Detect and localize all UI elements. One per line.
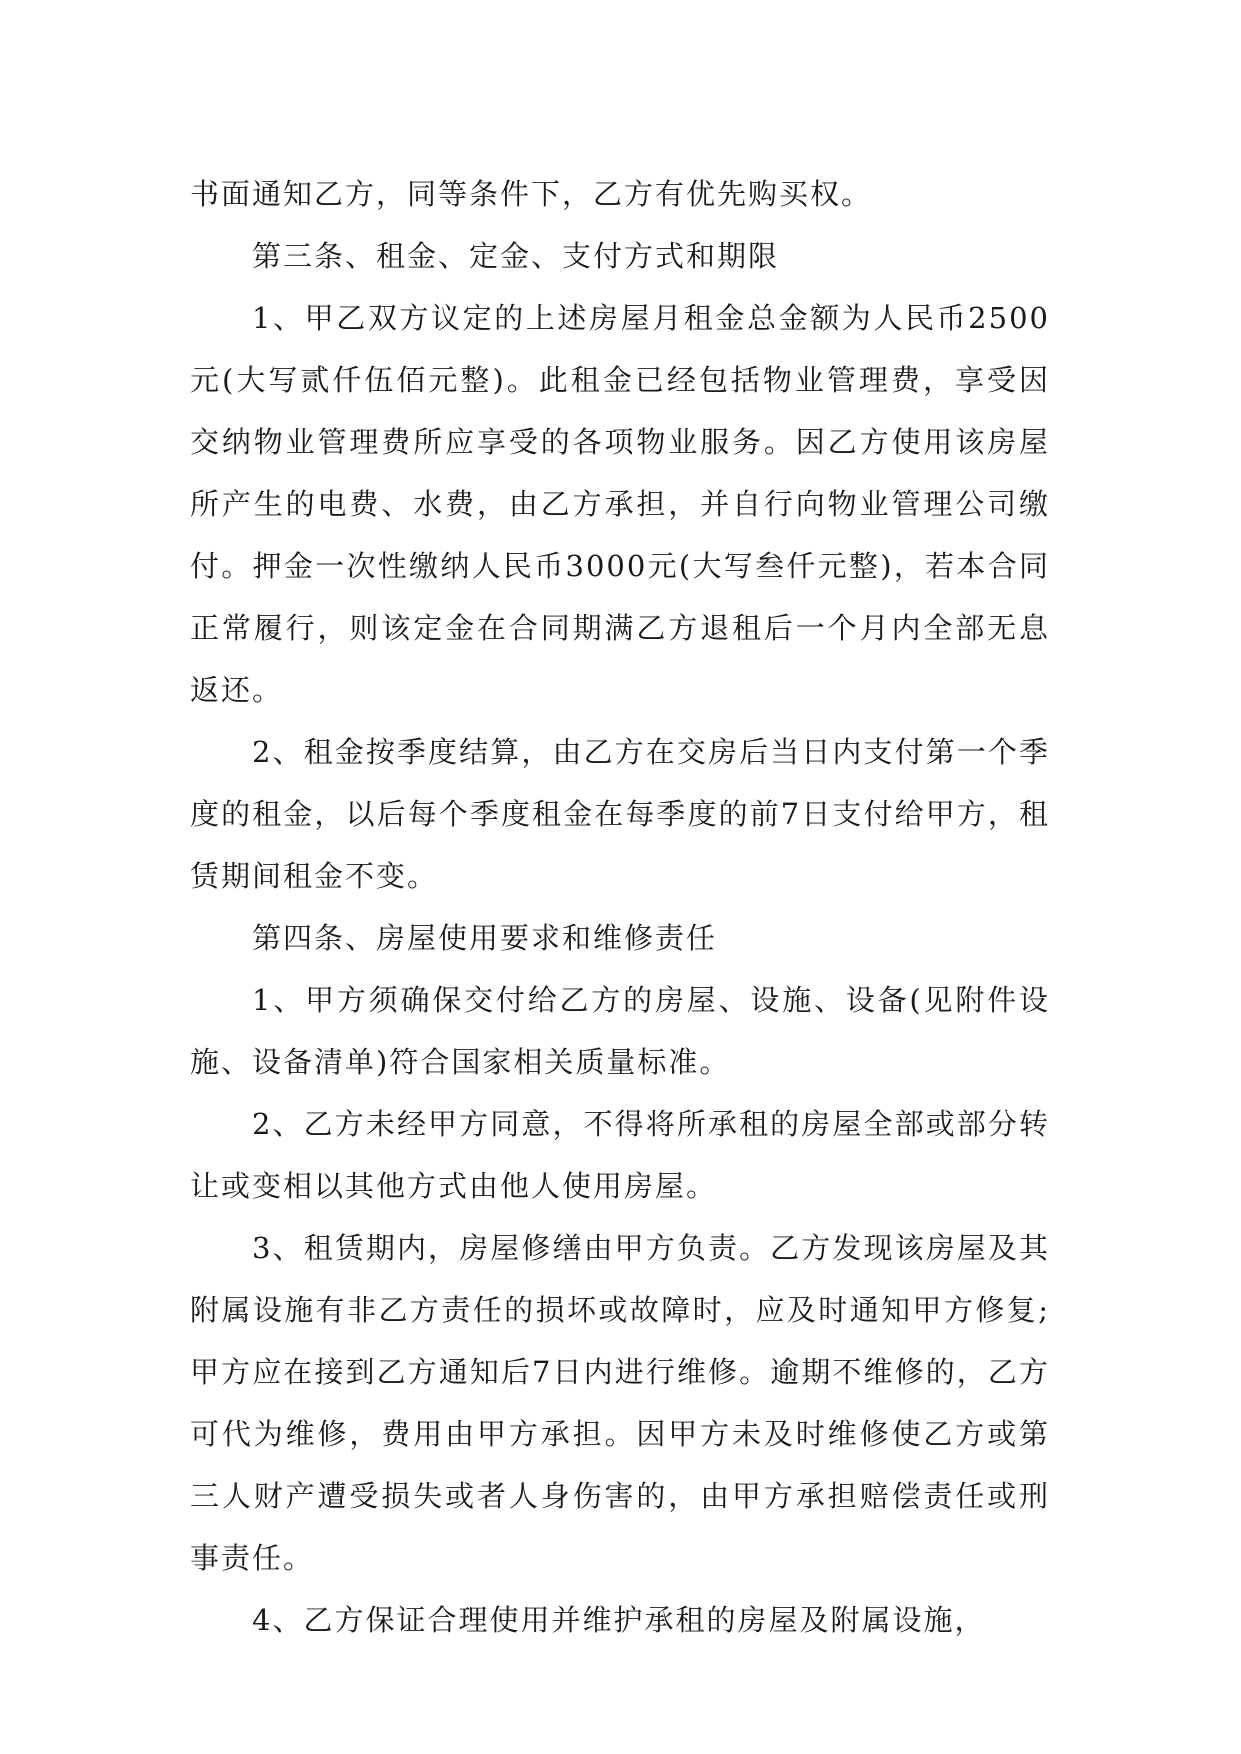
article-4-clause-4: 4、乙方保证合理使用并维护承租的房屋及附属设施， [252, 1603, 986, 1637]
article-3-clause-1: 1、甲乙双方议定的上述房屋月租金总金额为人民币2500元(大写贰仟伍佰元整)。此租金已经包括物业管理费，享受因交纳物业管理费所应享受的各项物业服务。因乙方使用该房屋所产生的电费、水费，由乙方承担，并自行向物业管理公司缴付。押金一次性缴纳人民币3000元(大写叁仟元整)，若本合同正常履行，则该定金在合同期满乙方退租后一个月内全部无息返还。 [190, 301, 1050, 707]
article-4-clause-1: 1、甲方须确保交付给乙方的房屋、设施、设备(见附件设施、设备清单)符合国家相关质量标准。 [190, 983, 1050, 1079]
paragraph-continuation: 书面通知乙方，同等条件下，乙方有优先购买权。 [190, 177, 873, 211]
document-body [190, 163, 1050, 1651]
article-4-clause-2: 2、乙方未经甲方同意，不得将所承租的房屋全部或部分转让或变相以其他方式由他人使用房屋。 [190, 1107, 1050, 1203]
article-3-heading: 第三条、租金、定金、支付方式和期限 [252, 239, 780, 273]
article-3-clause-2: 2、租金按季度结算，由乙方在交房后当日内支付第一个季度的租金，以后每个季度租金在每季度的前7日支付给甲方，租赁期间租金不变。 [190, 735, 1050, 893]
article-4-heading: 第四条、房屋使用要求和维修责任 [252, 921, 718, 955]
article-4-clause-3: 3、租赁期内，房屋修缮由甲方负责。乙方发现该房屋及其附属设施有非乙方责任的损坏或故障时，应及时通知甲方修复;甲方应在接到乙方通知后7日内进行维修。逾期不维修的，乙方可代为维修，费用由甲方承担。因甲方未及时维修使乙方或第三人财产遭受损失或者人身伤害的，由甲方承担赔偿责任或刑事责任。 [190, 1231, 1050, 1575]
